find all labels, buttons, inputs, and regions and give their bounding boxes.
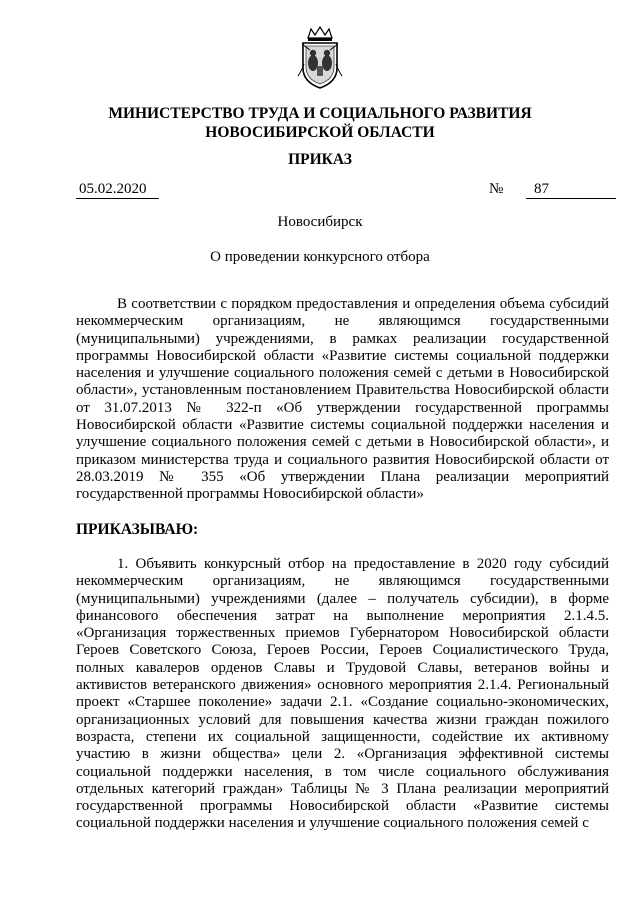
clause-1-paragraph: 1. Объявить конкурсный отбор на предоставление в 2020 году субсидий некоммерческим организациям, не являющимся государственными (муниципальными) учреждениями (далее – получатель субсидии), в форме финансового обеспечения затрат на выполнение мероприятия 2.1.4.5. «Организация торжественных приемов Губернатором Новосибирской области Героев Советского Союза, Героев России, Героев Социалистического Труда, полных кавалеров орденов Славы и Трудовой Славы, ветеранов войны и активистов ветеранского движения» основного мероприятия 2.1.4. Региональный проект «Старшее поколение» задачи 2.1. «Создание социально-экономических, организационных условий для повышения качества жизни граждан пожилого возраста, степени их социальной защищенности, содействие их активному участию в жизни общества» цели 2. «Организация эффективной системы социальной поддержки населения, в том числе социального обслуживания отдельных категорий граждан» Таблицы № 3 Плана реализации мероприятий государственной программы Новосибирской области «Развитие системы социальной поддержки населения и улучшение социального положения семей с [76,556,609,832]
preamble-paragraph: В соответствии с порядком предоставления и определения объема субсидий некоммерческим организациям, не являющимся государственными (муниципальными) учреждениями, в рамках реализации государственной программы Новосибирской области «Развитие системы социальной поддержки населения и улучшение социального положения семей с детьми в Новосибирской области», установленным постановлением Правительства Новосибирской области от 31.07.2013 № 322-п «Об утверждении государственной программы Новосибирской области «Развитие системы социальной поддержки населения и улучшение социального положения семей с детьми в Новосибирской области», и приказом министерства труда и социального развития Новосибирской области от 28.03.2019 № 355 «Об утверждении Плана реализации мероприятий государственной программы Новосибирской области» [76,296,609,503]
order-word: ПРИКАЗЫВАЮ: [76,521,199,538]
order-number: 87 [526,180,616,199]
city: Новосибирск [277,214,363,230]
order-date: 05.02.2020 [76,180,159,199]
ministry-name-line-2: НОВОСИБИРСКОЙ ОБЛАСТИ [205,124,435,141]
document-type: ПРИКАЗ [288,151,352,168]
ministry-name-line-1: МИНИСТЕРСТВО ТРУДА И СОЦИАЛЬНОГО РАЗВИТИЯ [108,105,532,122]
number-sign: № [489,181,504,197]
order-subject: О проведении конкурсного отбора [210,249,430,265]
coat-of-arms-icon [294,26,346,90]
